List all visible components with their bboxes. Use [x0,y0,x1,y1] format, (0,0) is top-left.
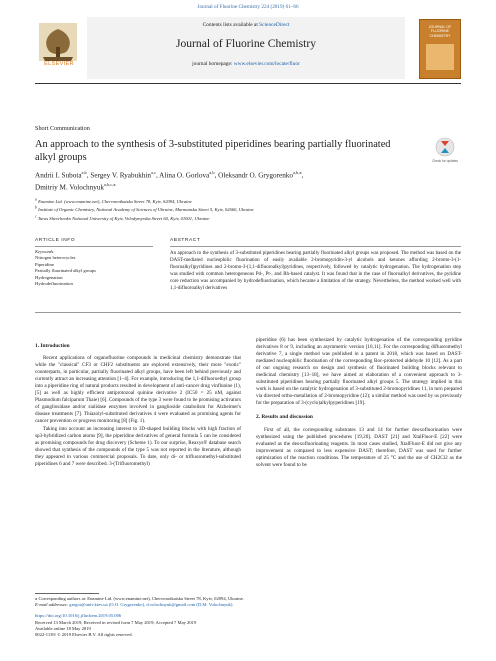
body-left-column [35,339,241,468]
crossmark-icon [431,137,459,159]
contents-prefix: Contents lists available at [202,22,260,28]
keywords-label: Keywords: [35,249,55,254]
crossmark-badge[interactable] [431,137,459,165]
elsevier-tree-logo [35,21,81,77]
body-right-column [256,337,462,469]
available-online: Available online 18 May 2019 [35,625,91,631]
copyright: 0022-1139/ © 2019 Elsevier B.V. All rights reserved. [35,632,133,638]
author-affiliation-mark: a,b [81,170,87,175]
author-affiliation-mark: a,b,⁎ [292,170,302,175]
section-heading-introduction: 1. Introduction [35,343,70,349]
email-links[interactable]: gregor@univ.kiev.ua (O.O. Grygorenko), d.volochnyuk@gmail.com (D.M. Volochnyuk). [69,602,234,608]
keywords-block [35,249,153,287]
author-affiliation-mark: a,b [209,170,215,175]
author-name[interactable]: Dmitriy M. Volochnyuk [35,183,105,192]
publisher-wordmark: ELSEVIER [44,61,74,67]
paragraph: Taking into account an increasing interest to 3D-shaped building blocks with high fraction of sp3-hybridized carbon atoms [9], the piperidine derivatives of general formula 5 can be considered as promising compounds for drug discovery (Scheme 1). To our surprise, Reaxys® database search showed that synthesis of the compounds of the type 5 was not reported in the literature, although they appeared in various commercial proposals. To date, only di- or trifluoromethyl-substituted piperidines 6 and 7 were described. 3-(Trifluoromethyl) [35,425,241,467]
running-header[interactable]: Journal of Fluorine Chemistry 224 (2019) 61–66 [197,4,299,10]
homepage-line [87,61,405,67]
journal-cover-image [419,19,461,79]
sciencedirect-link[interactable]: ScienceDirect [259,22,290,28]
footnote-rule [35,593,99,594]
doi-link[interactable]: https://doi.org/10.1016/j.jfluchem.2019.05.006 [35,613,122,619]
keyword: Hydrogenation [35,274,63,280]
article-info-rule [35,246,153,247]
affiliation-item [35,214,455,223]
author-name[interactable]: Oleksandr O. Grygorenko [218,171,293,180]
article-title: An approach to the synthesis of 3-substituted piperidines bearing partially fluorinated alkyl groups [35,139,391,163]
affiliations [35,196,455,223]
keyword: Partially fluorinated alkyl groups [35,268,96,274]
footer [35,596,461,638]
paragraph: Recent applications of organofluorine compounds in medicinal chemistry demonstrate that while the "classical" CF3 or CHF2 substituents are explored extensively, their more "exotic" counterparts, in particular, partially fluorinated alkyl groups, have been left behind previously and currently attract an increasing attention [1–4]. For example, introducing the 1,1-difluoroethyl group into a piperidine ring of natural products resulted in development of anti-cancer drug vinflunine (1),[5] as well as highly efficient antiprotozoal quinine derivative 2 (IC50 = 25 nM, against Plasmodium falciparum Thaie) [6]. Compounds of the type 3 were found to be promising activators of gangliosidase and/or sialidase enzymes involved in ganglioside catabolism for Alzheimer's disease treatments [7]. Thiazolyl-substituted derivatives 4 were evaluated as promising agents for cancer prevention or progress monitoring [8] (Fig. 1). [35,355,241,425]
author-name[interactable]: Andrii I. Subota [35,171,82,180]
article-info-heading: ARTICLE INFO [35,238,76,243]
author-name[interactable]: Sergey V. Ryabukhin [90,171,151,180]
affiliation-text: Taras Shevchenko National University of Kyiv, Volodymyrska Street 60, Kyiv, 01601, Ukraine [37,216,210,222]
author-affiliation-mark: a,b,c,⁎ [104,182,116,188]
abstract-rule [170,246,461,247]
abstract-text: An approach to the synthesis of 3-substituted piperidines bearing partially fluorinated alkyl groups was proposed. The method was based on the DAST-mediated nucleophilic fluorination of easily available 2-bromopyridin-3-yl alcohols and ketones affording 2-bromo-3-(1-fluoroalkyl)pyridines and 2-bromo-3-(1,1-difluoroalkyl)pyridines, respectively, followed by catalytic hydrogenation. The hydrogenation step was studied with common heterogeneous Pd-, Pt-, and Rh-based catalyst. It was found that in the case of fluoroalkyl derivatives, the pyridine core reduction was accompanied by hydrodefluorination, which became a limitation of the strategy. Nevertheless, the method worked well with 1,1-difluoroalkyl derivatives [170,251,461,291]
contents-line [87,22,405,28]
affiliation-text: Enamine Ltd. (www.enamine.net), Chervonotkatska Street 78, Kyiv, 02094, Ukraine [38,198,192,204]
affiliation-item [35,205,455,214]
abstract-end-rule [35,312,461,313]
crossmark-label: Check for updates [432,159,458,163]
article-type: Short Communication [35,125,90,132]
affiliation-mark: c [35,214,37,219]
journal-banner [35,17,461,79]
affiliation-mark: a [35,197,37,201]
keyword: Nitrogen heterocycles [35,255,76,261]
cover-graphic [426,44,454,70]
affiliation-text: Institute of Organic Chemistry, National Academy of Sciences of Ukraine, Murmanska Street 5, Kyiv, 02660, Ukraine [38,207,254,213]
homepage-prefix: journal homepage: [192,61,234,67]
corresponding-note: ⁎ Corresponding authors at: Enamine Ltd. (www.enamine.net), Chervonotkatska Street 78, Kyiv, 02094, Ukraine. [35,596,244,601]
affiliation-mark: b [35,205,37,210]
paragraph: First of all, the corresponding substrates 13 and 14 for further deoxofluorination were synthesized using the published procedures [19,20]. DAST [21] and XtalFluor-E [22] were evaluated as the deoxofluorinating reagents. In most cases studied, XtalFluor-E did not give any improvement as compared to less expensive DAST; therefore, DAST was used for further optimization of the reaction conditions. The temperature of 25 °C and the use of CH2Cl2 as the solvent were found to be [256,426,462,468]
banner-rule [35,83,461,84]
cover-title: JOURNAL OF FLUORINE CHEMISTRY [428,25,452,38]
author-list: Andrii I. Subota$^{a,b}$, Sergey V. Ryabukhin$^{a,c}$, Alina O. Gorlova$^{a,b}$, Oleksandr O. Grygorenko$^{a,b,⁎}$, Dmitriy M. Volochnyuk$^{a,b,c,⁎}$ [35,170,304,192]
abstract-heading: ABSTRACT [170,238,201,243]
author-name[interactable]: Alina O. Gorlova [159,171,210,180]
keyword: Hydrodefluorination [35,281,73,287]
keyword: Piperidine [35,261,54,267]
received-dates: Received 13 March 2019; Received in revised form 7 May 2019; Accepted 7 May 2019 [35,619,197,625]
homepage-link[interactable]: www.elsevier.com/locate/fluor [233,61,300,67]
affiliation-item [35,196,455,205]
section-heading-results: 2. Results and discussion [256,414,313,421]
banner-center [87,17,405,79]
paragraph: piperidine (6) has been synthesized by catalytic hydrogenation of the corresponding pyridine derivatives 8 or 9, including an asymmetric version [10,11]. For the corresponding difluoromethyl derivative 7, a single method was published in a patent in 2018, which was based on DAST-mediated nucleophilic fluorination of the corresponding Boc-protected aldehyde 10 [12]. As a part of our ongoing research on design and synthesis of fluorinated building blocks relevant to medicinal chemistry [13–18], we have aimed at elaboration of a convenient approach to 3-substituted piperidines bearing partially fluorinated alkyl groups 5. The strategy implied in this work is based on the catalytic hydrogenation of 3-substituted 2-bromopyridines 11, in turn prepared via directed ortho-metallation of 2-bromopyridine (12); a similar method was used by us previously for the preparation of 3-(cyclo)alkylpyperidines [19]. [256,337,462,407]
journal-title: Journal of Fluorine Chemistry [175,37,317,50]
email-label: E-mail addresses: [35,602,70,608]
author-affiliation-mark: a,c [150,170,156,175]
